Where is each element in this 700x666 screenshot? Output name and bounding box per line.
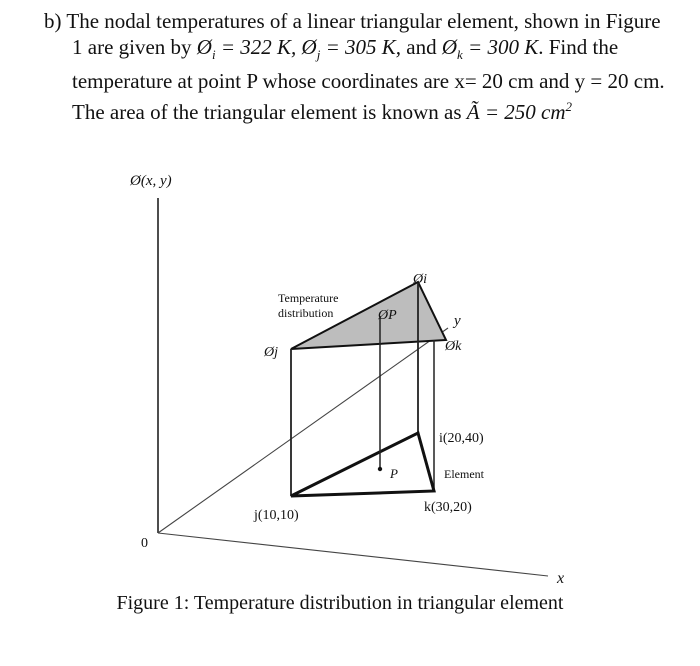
area-exponent: 2 [565,99,573,115]
origin-label: 0 [141,536,148,551]
phi-p-label: ØP [378,308,397,323]
axis-x-label: x [557,570,565,587]
problem-line-1: b) The nodal temperatures of a linear triangular element, shown in Figure [44,9,661,33]
node-k-label: k(30,20) [424,500,472,515]
phi-symbol: Ø [196,35,212,59]
y-axis [158,328,448,533]
axis-y-label: y [454,313,461,329]
temp-j-value: = 305 K, [320,35,402,59]
phi-symbol: Ø [441,35,458,59]
and-text: and [401,35,442,59]
area-symbol: Ã [466,100,480,125]
phi-k-label: Øk [445,339,462,354]
subscript-j: j [316,47,321,63]
x-axis [158,533,548,576]
temperature-distribution-label: Temperature [278,291,339,305]
area-text: The area of the triangular element is known as [72,100,467,125]
point-p-label: P [390,466,398,481]
phi-symbol: Ø [301,35,317,59]
axis-phi-label: Ø(x, y) [130,173,172,189]
subscript-k: k [457,47,463,63]
element-label: Element [444,467,484,481]
node-i-label: i(20,40) [439,431,484,446]
given-text: 1 are given by [72,35,192,59]
phi-j-label: Øj [264,345,278,360]
node-j-label: j(10,10) [254,508,299,523]
temperature-distribution-label: distribution [278,306,334,320]
point-p-marker [378,467,382,471]
figure-caption: Figure 1: Temperature distribution in triangular element [116,592,564,614]
phi-i-label: Øi [413,272,427,287]
area-value: = 250 cm [479,100,566,125]
find-text: . Find the [538,35,619,59]
element-triangle [291,433,434,496]
temp-k-value: = 300 K [462,35,539,59]
subscript-i: i [211,47,216,63]
temp-i-value: = 322 K, [215,35,302,59]
problem-line-3: temperature at point P whose coordinates are x= 20 cm and y = 20 cm. [72,69,665,94]
